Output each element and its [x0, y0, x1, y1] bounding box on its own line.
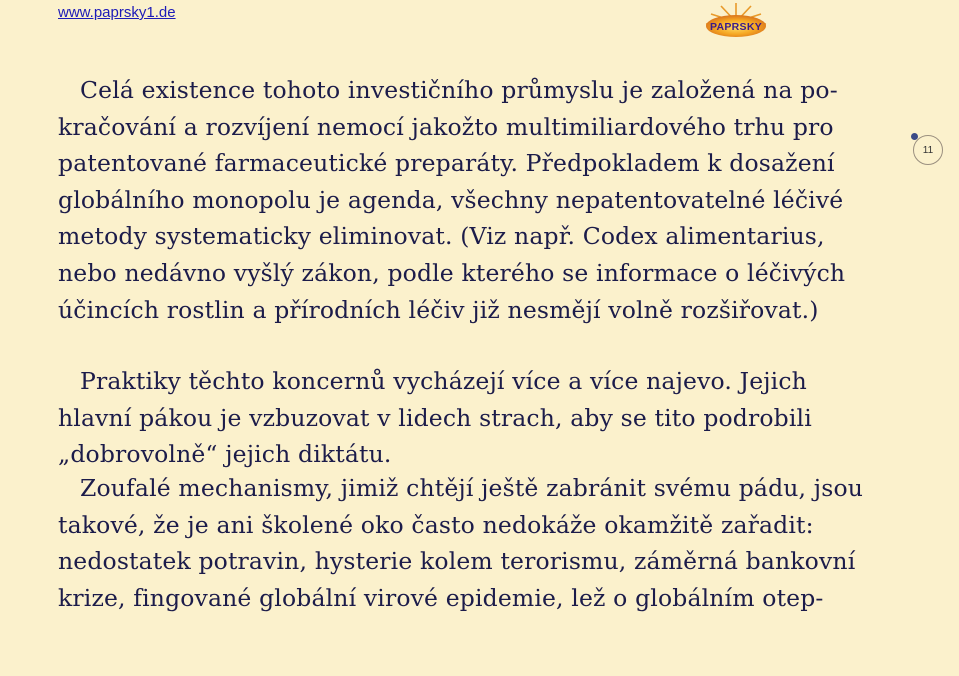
logo-text: PAPRSKY — [709, 21, 763, 33]
text-line: takové, že je ani školené oko často nedokáže okamžitě zařadit: — [58, 510, 814, 539]
text-line: hlavní pákou je vzbuzovat v lidech strach, aby se tito podrobili — [58, 403, 812, 432]
text-line: globálního monopolu je agenda, všechny nepatentovatelné léčivé — [58, 185, 844, 214]
text-line: nedostatek potravin, hysterie kolem terorismu, záměrná bankovní — [58, 547, 856, 576]
text-line: krize, fingované globální virové epidemie, lež o globálním otep- — [58, 583, 824, 612]
text-line: patentované farmaceutické preparáty. Předpokladem k dosažení — [58, 149, 835, 178]
site-link[interactable]: www.paprsky1.de — [58, 4, 176, 21]
text-line: „dobrovolně“ jejich diktátu. — [58, 440, 392, 469]
paprsky-logo — [703, 2, 769, 38]
page-number: 11 — [922, 144, 934, 156]
text-line: Celá existence tohoto investičního průmyslu je založená na po- — [80, 76, 838, 104]
paragraph-2 — [58, 363, 918, 473]
paragraph-3 — [58, 470, 918, 616]
text-line: Praktiky těchto koncernů vycházejí více a více najevo. Jejich — [80, 367, 807, 395]
text-line: kračování a rozvíjení nemocí jakožto multimiliardového trhu pro — [58, 112, 834, 141]
text-line: metody systematicky eliminovat. (Viz např. Codex alimentarius, — [58, 222, 825, 251]
paragraph-1 — [58, 72, 918, 328]
text-line: Zoufalé mechanismy, jimiž chtějí ještě zabránit svému pádu, jsou — [80, 474, 864, 502]
text-line: nebo nedávno vyšlý zákon, podle kterého se informace o léčivých — [58, 258, 846, 287]
text-line: účincích rostlin a přírodních léčiv již nesmějí volně rozšiřovat.) — [58, 295, 819, 324]
